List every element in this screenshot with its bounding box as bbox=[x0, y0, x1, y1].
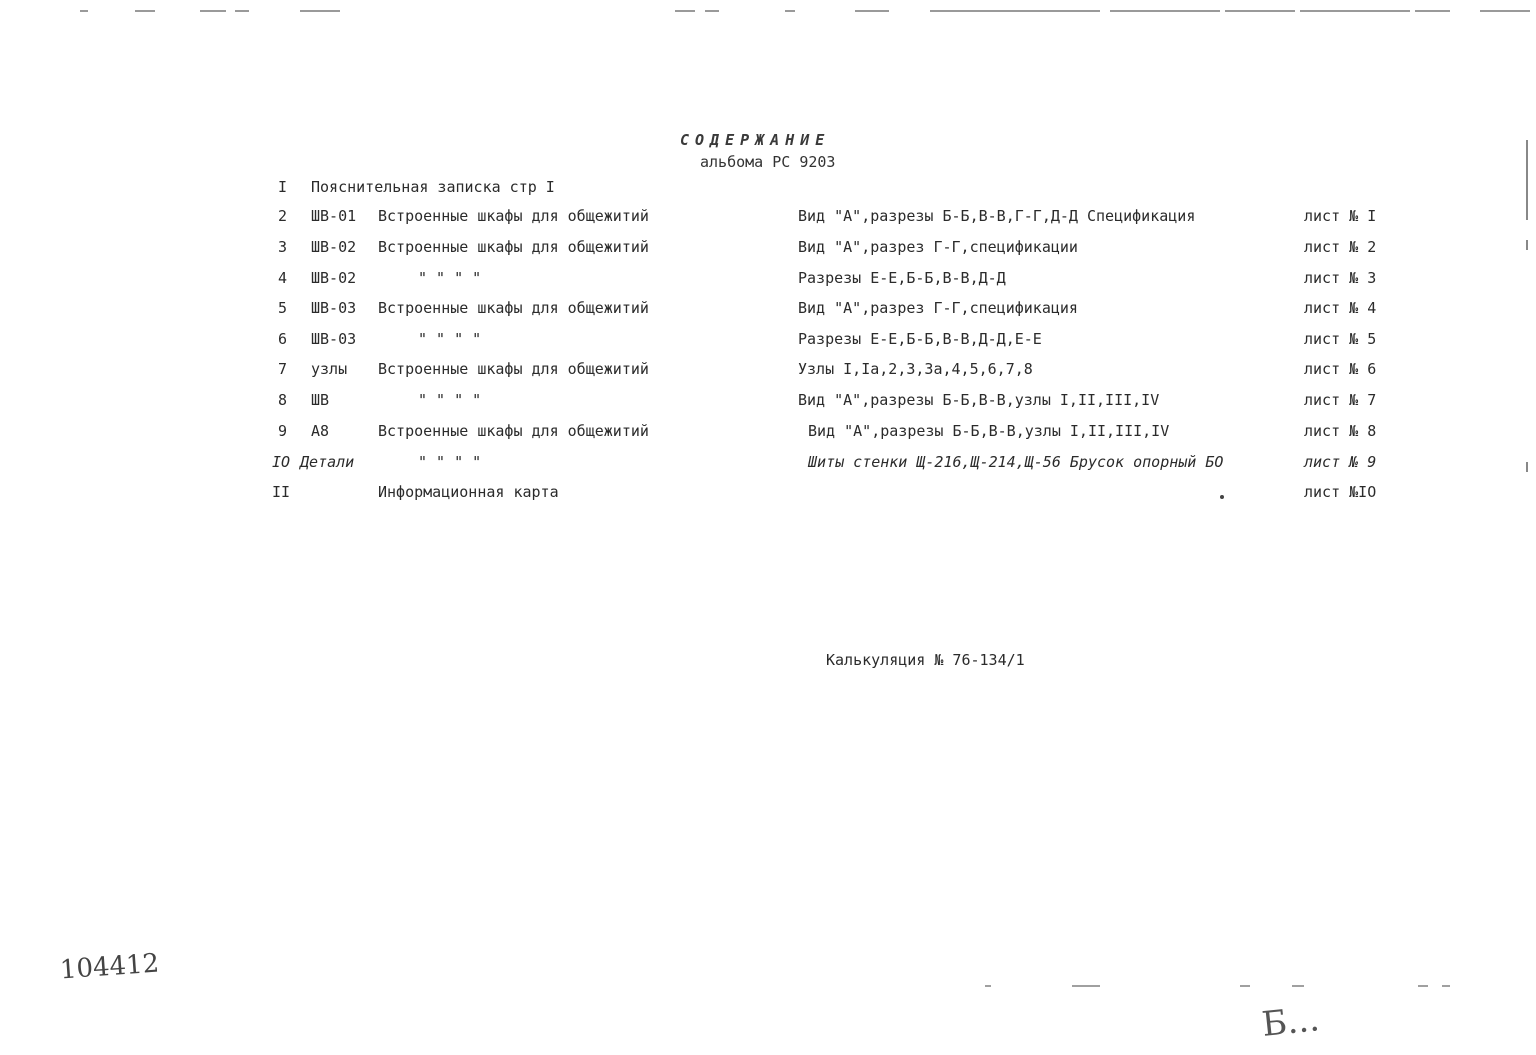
row-name: Встроенные шкафы для общежитий bbox=[378, 207, 649, 225]
row-sheet: лист № 6 bbox=[1304, 360, 1377, 378]
row-number: 9 bbox=[278, 422, 288, 440]
row-number: 4 bbox=[278, 269, 288, 287]
scan-top-border bbox=[60, 4, 1530, 16]
scan-dash bbox=[930, 10, 1100, 12]
document-subtitle: альбома РС 9203 bbox=[700, 153, 836, 171]
row-name: Встроенные шкафы для общежитий bbox=[378, 238, 649, 256]
calculation-note: Калькуляция № 76-134/1 bbox=[826, 651, 1025, 669]
row-number: 3 bbox=[278, 238, 288, 256]
row-name: " " " " bbox=[418, 453, 482, 471]
row-name: " " " " bbox=[418, 391, 482, 409]
row-description: Вид "А",разрез Г-Г,спецификация bbox=[798, 299, 1078, 317]
row-description: Вид "А",разрезы Б-Б,В-В,узлы I,II,III,IV bbox=[808, 422, 1170, 440]
row-number: II bbox=[272, 483, 291, 501]
handwritten-number: 104412 bbox=[59, 948, 161, 986]
row-code: Пояснительная записка стр I bbox=[311, 178, 555, 196]
row-number: 8 bbox=[278, 391, 288, 409]
row-code: ШВ bbox=[311, 391, 330, 409]
scan-dash bbox=[300, 10, 340, 12]
row-code: ШВ-03 bbox=[311, 299, 357, 317]
scan-dash bbox=[705, 10, 719, 12]
row-name: Информационная карта bbox=[378, 483, 559, 501]
row-sheet: лист № 7 bbox=[1304, 391, 1377, 409]
row-sheet: лист № 4 bbox=[1304, 299, 1377, 317]
row-sheet: лист № I bbox=[1304, 207, 1377, 225]
scan-dash bbox=[135, 10, 155, 12]
row-description: Узлы I,Iа,2,3,3а,4,5,6,7,8 bbox=[798, 360, 1033, 378]
document-title: СОДЕРЖАНИЕ bbox=[680, 131, 831, 149]
scan-dash bbox=[1480, 10, 1530, 12]
scan-dash bbox=[235, 10, 249, 12]
row-code: А8 bbox=[311, 422, 330, 440]
scan-edge-mark bbox=[1526, 140, 1528, 220]
scan-dash bbox=[1300, 10, 1410, 12]
scan-dash bbox=[1240, 985, 1250, 987]
scan-dash bbox=[80, 10, 88, 12]
scan-dash bbox=[1418, 985, 1428, 987]
scan-dash bbox=[1110, 10, 1220, 12]
row-description: Вид "А",разрезы Б-Б,В-В,Г-Г,Д-Д Спецификация bbox=[798, 207, 1196, 225]
ink-dot bbox=[1220, 495, 1224, 499]
row-sheet: лист № 3 bbox=[1304, 269, 1377, 287]
row-name: " " " " bbox=[418, 269, 482, 287]
row-description: Разрезы Е-Е,Б-Б,В-В,Д-Д bbox=[798, 269, 1006, 287]
row-number: 7 bbox=[278, 360, 288, 378]
row-description: Шиты стенки Щ-216,Щ-214,Щ-56 Брусок опорный БО bbox=[808, 453, 1224, 471]
row-code: Детали bbox=[300, 453, 355, 471]
row-name: " " " " bbox=[418, 330, 482, 348]
scan-dash bbox=[200, 10, 226, 12]
row-number: 6 bbox=[278, 330, 288, 348]
scan-dash bbox=[1292, 985, 1304, 987]
row-name: Встроенные шкафы для общежитий bbox=[378, 299, 649, 317]
row-code: ШВ-02 bbox=[311, 238, 357, 256]
scan-dash bbox=[785, 10, 795, 12]
row-sheet: лист № 8 bbox=[1304, 422, 1377, 440]
row-sheet: лист №IO bbox=[1304, 483, 1377, 501]
scan-dash bbox=[675, 10, 695, 12]
scan-dash bbox=[985, 985, 991, 987]
scan-dash bbox=[855, 10, 889, 12]
scan-dash bbox=[1415, 10, 1450, 12]
row-code: узлы bbox=[311, 360, 348, 378]
row-description: Вид "А",разрезы Б-Б,В-В,узлы I,II,III,IV bbox=[798, 391, 1160, 409]
row-code: ШВ-03 bbox=[311, 330, 357, 348]
scan-dash bbox=[1225, 10, 1295, 12]
row-number: 2 bbox=[278, 207, 288, 225]
row-description: Разрезы Е-Е,Б-Б,В-В,Д-Д,Е-Е bbox=[798, 330, 1042, 348]
row-number: I bbox=[278, 178, 288, 196]
scan-edge-mark bbox=[1526, 462, 1528, 472]
row-sheet: лист № 2 bbox=[1304, 238, 1377, 256]
scan-dash bbox=[1072, 985, 1100, 987]
row-sheet: лист № 5 bbox=[1304, 330, 1377, 348]
row-sheet: лист № 9 bbox=[1304, 453, 1377, 471]
row-number: IO bbox=[272, 453, 291, 471]
row-description: Вид "А",разрез Г-Г,спецификации bbox=[798, 238, 1078, 256]
scan-edge-mark bbox=[1526, 240, 1528, 250]
row-name: Встроенные шкафы для общежитий bbox=[378, 422, 649, 440]
scan-dash bbox=[1442, 985, 1450, 987]
row-code: ШВ-01 bbox=[311, 207, 357, 225]
row-number: 5 bbox=[278, 299, 288, 317]
row-code: ШВ-02 bbox=[311, 269, 357, 287]
row-name: Встроенные шкафы для общежитий bbox=[378, 360, 649, 378]
handwritten-signature: Б... bbox=[1260, 999, 1322, 1045]
